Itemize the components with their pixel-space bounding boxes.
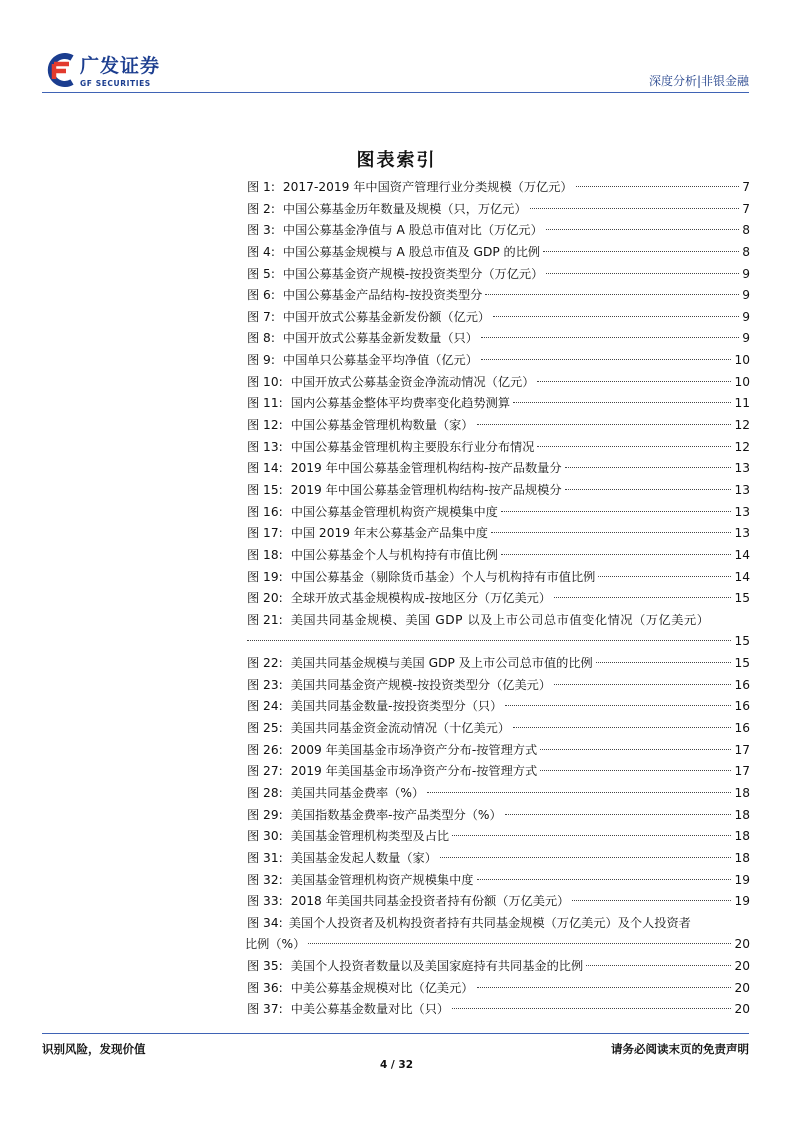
toc-entry[interactable] — [247, 437, 750, 459]
toc-entry-title: 2009 年美国基金市场净资产分布-按管理方式 — [290, 742, 538, 757]
toc-entry[interactable] — [247, 458, 750, 480]
toc-page-number: 15 — [734, 656, 750, 671]
toc-entry[interactable] — [247, 502, 750, 524]
toc-leader-dots — [598, 576, 731, 577]
toc-figure-number: 图 20: — [247, 591, 283, 606]
toc-entry-title: 中国公募基金个人与机构持有市值比例 — [290, 547, 498, 562]
toc-entry[interactable] — [247, 588, 750, 610]
toc-figure-number: 图 2: — [247, 201, 275, 216]
toc-page-number: 15 — [734, 591, 750, 606]
toc-entry-title: 美国个人投资者及机构投资者持有共同基金规模（万亿美元）及个人投资者 — [288, 915, 691, 930]
toc-page-number: 18 — [734, 807, 750, 822]
header-divider — [42, 92, 749, 93]
toc-entry[interactable] — [247, 826, 750, 848]
toc-figure-number: 图 37: — [247, 1002, 283, 1017]
toc-leader-dots — [565, 467, 732, 468]
toc-leader-dots — [491, 532, 732, 533]
toc-entry[interactable] — [247, 999, 750, 1021]
toc-page-number: 18 — [734, 850, 750, 865]
toc-entry-title: 2019 年中国公募基金管理机构结构-按产品规模分 — [290, 482, 562, 497]
toc-leader-dots — [554, 597, 731, 598]
toc-leader-dots — [513, 727, 731, 728]
report-type-label: 深度分析|非银金融 — [648, 74, 749, 88]
toc-entry-title: 中国公募基金（剔除货币基金）个人与机构持有市值比例 — [290, 569, 596, 584]
toc-leader-dots — [530, 208, 740, 209]
toc-page-number: 19 — [734, 894, 750, 909]
toc-page-number: 15 — [734, 634, 750, 649]
toc-entry-title: 美国指数基金费率-按产品类型分（%） — [290, 807, 502, 822]
toc-page-number: 17 — [734, 764, 750, 779]
toc-entry-title: 美国个人投资者数量以及美国家庭持有共同基金的比例 — [290, 959, 584, 974]
toc-leader-dots — [572, 900, 731, 901]
gf-securities-logo — [42, 53, 177, 93]
toc-leader-dots — [513, 402, 731, 403]
toc-entry-title: 中国开放式公募基金新发数量（只） — [282, 331, 478, 346]
toc-figure-number: 图 10: — [247, 374, 283, 389]
toc-entry-title: 美国共同基金规模与美国 GDP 及上市公司总市值的比例 — [290, 656, 593, 671]
toc-leader-dots — [543, 251, 739, 252]
toc-page-number: 7 — [742, 201, 750, 216]
toc-leader-dots — [537, 381, 731, 382]
toc-page-number: 17 — [734, 742, 750, 757]
toc-figure-number: 图 15: — [247, 482, 283, 497]
toc-figure-number: 图 6: — [247, 288, 275, 303]
toc-entry-title: 美国共同基金资产规模-按投资类型分（亿美元） — [290, 677, 552, 692]
toc-leader-dots — [565, 489, 732, 490]
toc-entry[interactable] — [247, 523, 750, 545]
toc-entry-title-continued: 比例（%） — [245, 937, 306, 952]
toc-figure-number: 图 8: — [247, 331, 275, 346]
figure-index-list — [247, 177, 750, 1021]
toc-figure-number: 图 13: — [247, 439, 283, 454]
toc-page-number: 9 — [742, 266, 750, 281]
toc-entry-title: 美国共同基金规模、美国 GDP 以及上市公司总市值变化情况（万亿美元） — [290, 612, 710, 627]
toc-entry-continuation[interactable] — [245, 934, 750, 956]
toc-entry-title: 中国公募基金管理机构主要股东行业分布情况 — [290, 439, 535, 454]
toc-leader-dots — [477, 987, 732, 988]
toc-page-number: 14 — [734, 547, 750, 562]
toc-entry[interactable] — [247, 610, 750, 632]
toc-page-number: 8 — [742, 244, 750, 259]
toc-figure-number: 图 35: — [247, 959, 283, 974]
toc-leader-dots — [485, 294, 739, 295]
toc-leader-dots — [586, 965, 731, 966]
toc-page-number: 20 — [734, 937, 750, 952]
toc-figure-number: 图 24: — [247, 699, 283, 714]
toc-leader-dots — [537, 446, 731, 447]
logo-english-name: GF SECURITIES — [80, 79, 151, 88]
toc-leader-dots — [481, 337, 739, 338]
toc-entry-title: 美国基金管理机构类型及占比 — [290, 829, 450, 844]
toc-figure-number: 图 34: — [247, 915, 283, 930]
toc-figure-number: 图 16: — [247, 504, 283, 519]
toc-entry[interactable] — [247, 372, 750, 394]
toc-entry[interactable] — [247, 848, 750, 870]
toc-leader-dots — [493, 316, 739, 317]
toc-figure-number: 图 27: — [247, 764, 283, 779]
toc-leader-dots — [477, 879, 732, 880]
footer-disclaimer-note: 请务必阅读末页的免责声明 — [611, 1042, 749, 1056]
toc-page-number: 13 — [734, 482, 750, 497]
toc-entry[interactable] — [247, 220, 750, 242]
toc-entry-title: 中国公募基金管理机构资产规模集中度 — [290, 504, 498, 519]
toc-entry[interactable] — [247, 805, 750, 827]
toc-figure-number: 图 26: — [247, 742, 283, 757]
toc-entry[interactable] — [247, 891, 750, 913]
toc-entry[interactable] — [247, 480, 750, 502]
toc-entry-continuation[interactable] — [247, 631, 750, 653]
toc-page-number: 19 — [734, 872, 750, 887]
toc-leader-dots — [505, 814, 732, 815]
toc-entry-title: 中国开放式公募基金资金净流动情况（亿元） — [290, 374, 535, 389]
toc-leader-dots — [477, 424, 732, 425]
toc-entry[interactable] — [247, 328, 750, 350]
toc-leader-dots — [546, 273, 739, 274]
toc-page-number: 9 — [742, 288, 750, 303]
toc-entry-title: 中国开放式公募基金新发份额（亿元） — [282, 309, 491, 324]
toc-entry[interactable] — [247, 740, 750, 762]
toc-entry-title: 美国共同基金资金流动情况（十亿美元） — [290, 721, 511, 736]
toc-page-number: 13 — [734, 526, 750, 541]
toc-leader-dots — [596, 662, 732, 663]
toc-entry-title: 国内公募基金整体平均费率变化趋势测算 — [290, 396, 511, 411]
toc-entry-title: 中国公募基金产品结构-按投资类型分 — [282, 288, 483, 303]
toc-entry-title: 美国共同基金数量-按投资类型分（只） — [290, 699, 503, 714]
toc-entry[interactable] — [247, 242, 750, 264]
toc-entry-title: 中国公募基金规模与 A 股总市值及 GDP 的比例 — [282, 244, 541, 259]
toc-leader-dots — [554, 684, 731, 685]
toc-figure-number: 图 36: — [247, 980, 283, 995]
toc-figure-number: 图 18: — [247, 547, 283, 562]
toc-figure-number: 图 5: — [247, 266, 275, 281]
toc-entry[interactable] — [247, 978, 750, 1000]
toc-entry-title: 2019 年美国基金市场净资产分布-按管理方式 — [290, 764, 538, 779]
toc-leader-dots — [308, 943, 731, 944]
toc-entry-title: 中国单只公募基金平均净值（亿元） — [282, 353, 478, 368]
toc-leader-dots — [505, 705, 731, 706]
toc-figure-number: 图 22: — [247, 656, 283, 671]
toc-page-number: 10 — [734, 353, 750, 368]
page-title: 图表索引 — [356, 150, 437, 171]
toc-figure-number: 图 25: — [247, 721, 283, 736]
toc-entry-title: 中国公募基金资产规模-按投资类型分（万亿元） — [282, 266, 544, 281]
toc-entry[interactable] — [247, 285, 750, 307]
toc-entry[interactable] — [247, 761, 750, 783]
toc-entry[interactable] — [247, 696, 750, 718]
toc-leader-dots — [427, 792, 731, 793]
toc-leader-dots — [501, 511, 732, 512]
toc-entry[interactable] — [247, 415, 750, 437]
toc-page-number: 16 — [734, 721, 750, 736]
toc-entry[interactable] — [247, 718, 750, 740]
toc-entry-title: 中美公募基金数量对比（只） — [290, 1002, 450, 1017]
toc-entry[interactable] — [247, 675, 750, 697]
toc-page-number: 18 — [734, 829, 750, 844]
toc-page-number: 18 — [734, 785, 750, 800]
toc-page-number: 13 — [734, 504, 750, 519]
toc-leader-dots — [481, 359, 732, 360]
gf-logo-icon — [42, 53, 76, 87]
toc-entry[interactable] — [247, 545, 750, 567]
toc-entry-title: 中国 2019 年末公募基金产品集中度 — [290, 526, 488, 541]
toc-entry-title: 中国公募基金历年数量及规模（只，万亿元） — [282, 201, 527, 216]
toc-page-number: 7 — [742, 180, 750, 194]
logo-chinese-name: 广发证券 — [80, 55, 161, 77]
toc-figure-number: 图 12: — [247, 418, 283, 433]
toc-leader-dots — [247, 640, 731, 641]
toc-figure-number: 图 29: — [247, 807, 283, 822]
toc-entry[interactable] — [247, 783, 750, 805]
toc-page-number: 20 — [734, 1002, 750, 1017]
toc-figure-number: 图 7: — [247, 309, 275, 324]
toc-figure-number: 图 23: — [247, 677, 283, 692]
toc-entry-title: 美国共同基金费率（%） — [290, 785, 425, 800]
toc-page-number: 9 — [742, 331, 750, 346]
toc-figure-number: 图 33: — [247, 894, 283, 909]
toc-entry[interactable] — [247, 653, 750, 675]
toc-leader-dots — [540, 770, 731, 771]
toc-entry[interactable] — [247, 199, 750, 221]
toc-entry-title: 2017-2019 年中国资产管理行业分类规模（万亿元） — [282, 180, 573, 194]
toc-entry[interactable] — [247, 567, 750, 589]
toc-entry[interactable] — [247, 913, 750, 935]
toc-page-number: 12 — [734, 439, 750, 454]
toc-figure-number: 图 11: — [247, 396, 283, 411]
toc-entry[interactable] — [247, 870, 750, 892]
toc-entry[interactable] — [247, 177, 750, 199]
toc-page-number: 10 — [734, 374, 750, 389]
toc-page-number: 11 — [734, 396, 750, 411]
toc-page-number: 13 — [734, 461, 750, 476]
toc-page-number: 16 — [734, 677, 750, 692]
toc-figure-number: 图 32: — [247, 872, 283, 887]
toc-page-number: 14 — [734, 569, 750, 584]
toc-figure-number: 图 19: — [247, 569, 283, 584]
toc-entry[interactable] — [247, 350, 750, 372]
toc-figure-number: 图 30: — [247, 829, 283, 844]
toc-leader-dots — [452, 835, 731, 836]
toc-figure-number: 图 28: — [247, 785, 283, 800]
toc-entry[interactable] — [247, 393, 750, 415]
toc-leader-dots — [452, 1008, 731, 1009]
toc-entry-title: 中国公募基金净值与 A 股总市值对比（万亿元） — [282, 223, 543, 238]
toc-leader-dots — [546, 229, 739, 230]
toc-entry[interactable] — [247, 956, 750, 978]
toc-page-number: 16 — [734, 699, 750, 714]
toc-leader-dots — [576, 186, 740, 187]
toc-leader-dots — [440, 857, 732, 858]
toc-figure-number: 图 17: — [247, 526, 283, 541]
toc-entry[interactable] — [247, 264, 750, 286]
toc-figure-number: 图 14: — [247, 461, 283, 476]
toc-entry-title: 美国基金发起人数量（家） — [290, 850, 437, 865]
toc-entry-title: 全球开放式基金规模构成-按地区分（万亿美元） — [290, 591, 552, 606]
toc-entry-title: 2019 年中国公募基金管理机构结构-按产品数量分 — [290, 461, 562, 476]
footer-divider — [42, 1033, 749, 1034]
page-number: 4 / 32 — [379, 1059, 414, 1071]
toc-leader-dots — [501, 554, 732, 555]
toc-figure-number: 图 31: — [247, 850, 283, 865]
toc-figure-number: 图 9: — [247, 353, 275, 368]
toc-figure-number: 图 3: — [247, 223, 275, 238]
page-header — [0, 0, 793, 96]
footer-slogan: 识别风险，发现价值 — [42, 1042, 146, 1056]
toc-entry-title: 中美公募基金规模对比（亿美元） — [290, 980, 474, 995]
toc-page-number: 9 — [742, 309, 750, 324]
toc-figure-number: 图 21: — [247, 612, 283, 627]
toc-page-number: 20 — [734, 959, 750, 974]
toc-entry-title: 中国公募基金管理机构数量（家） — [290, 418, 474, 433]
toc-entry-title: 美国基金管理机构资产规模集中度 — [290, 872, 474, 887]
toc-entry-title: 2018 年美国共同基金投资者持有份额（万亿美元） — [290, 894, 570, 909]
toc-leader-dots — [540, 749, 731, 750]
toc-entry[interactable] — [247, 307, 750, 329]
toc-page-number: 8 — [742, 223, 750, 238]
toc-figure-number: 图 1: — [247, 180, 275, 194]
toc-figure-number: 图 4: — [247, 244, 275, 259]
toc-page-number: 12 — [734, 418, 750, 433]
toc-page-number: 20 — [734, 980, 750, 995]
